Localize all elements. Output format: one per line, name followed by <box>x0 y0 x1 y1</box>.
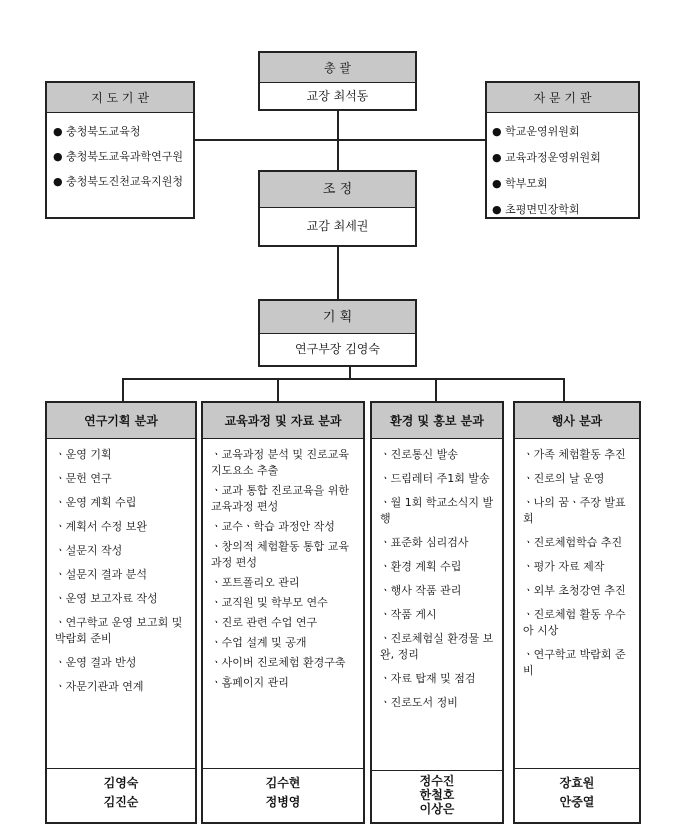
top-box <box>258 51 417 111</box>
division-title: 교육과정 및 자료 분과 <box>203 403 363 439</box>
right-box-list <box>487 113 638 223</box>
connector-horizontal-bus <box>122 378 565 380</box>
list-item: ㆍ드림레터 주1회 발송 <box>380 472 490 485</box>
list-item: ㆍ진로 관련 수업 연구 <box>211 616 318 629</box>
list-item: ㆍ운영 계획 수립 <box>55 496 137 509</box>
list-item: ● 학교운영위원회 <box>492 125 580 138</box>
connector-plan-down <box>349 365 351 379</box>
list-item: ㆍ수업 설계 및 공개 <box>211 636 307 649</box>
member-name: 김수현 <box>265 776 301 790</box>
list-item: ㆍ자문기관과 연계 <box>55 680 144 693</box>
list-item: ㆍ홈페이지 관리 <box>211 676 289 689</box>
list-item: ㆍ진로통신 발송 <box>380 448 458 461</box>
list-item: ㆍ교직원 및 학부모 연수 <box>211 596 328 609</box>
left-box-title: 지 도 기 관 <box>47 83 193 113</box>
division-members <box>372 770 502 822</box>
division-research <box>45 401 197 824</box>
connector-top-to-middle <box>337 110 339 172</box>
division-title: 환경 및 홍보 분과 <box>372 403 502 439</box>
left-box <box>45 81 195 219</box>
list-item: ㆍ외부 초청강연 추진 <box>523 584 626 597</box>
list-item: ㆍ평가 자료 제작 <box>523 560 605 573</box>
list-item: ● 학부모회 <box>492 177 548 190</box>
list-item: ㆍ자료 탑재 및 점검 <box>380 672 476 685</box>
list-item: ㆍ설문지 결과 분석 <box>55 568 148 581</box>
list-item: ㆍ설문지 작성 <box>55 544 123 557</box>
division-task-list <box>372 439 502 711</box>
division-title: 연구기획 분과 <box>47 403 195 439</box>
list-item: ㆍ환경 계획 수립 <box>380 560 462 573</box>
division-task-list <box>47 439 195 695</box>
list-item: ● 충청북도진천교육지원청 <box>53 175 183 188</box>
division-members <box>47 768 195 822</box>
plan-box <box>258 299 417 367</box>
list-item: ㆍ사이버 진로체험 환경구축 <box>211 656 346 669</box>
list-item: ㆍ진로도서 정비 <box>380 696 458 709</box>
list-item: ㆍ운영 기획 <box>55 448 112 461</box>
plan-box-person: 연구부장 김영숙 <box>295 342 380 356</box>
list-item: ● 충청북도교육과학연구원 <box>53 150 183 163</box>
list-item: ㆍ교과 통합 진로교육을 위한 교육과정 편성 <box>211 484 350 513</box>
member-name: 김진순 <box>103 795 139 809</box>
member-name: 장효원 <box>559 776 595 790</box>
list-item: ㆍ계획서 수정 보완 <box>55 520 148 533</box>
plan-box-title: 기 획 <box>260 301 415 334</box>
list-item: ㆍ문헌 연구 <box>55 472 112 485</box>
middle-box <box>258 170 417 247</box>
division-members <box>203 768 363 822</box>
division-members <box>515 768 639 822</box>
list-item: ㆍ진로체험 활동 우수아 시상 <box>523 608 626 637</box>
list-item: ㆍ운영 보고자료 작성 <box>55 592 158 605</box>
division-task-list <box>203 439 363 691</box>
list-item: ㆍ연구학교 운영 보고회 및 박람회 준비 <box>55 616 183 645</box>
list-item: ㆍ진로체험학습 추진 <box>523 536 623 549</box>
list-item: ● 초평면민장학회 <box>492 203 580 216</box>
list-item: ㆍ나의 꿈ㆍ주장 발표회 <box>523 496 626 525</box>
division-title: 행사 분과 <box>515 403 639 439</box>
list-item: ㆍ진로의 날 운영 <box>523 472 605 485</box>
list-item: ● 교육과정운영위원회 <box>492 151 601 164</box>
connector-col4 <box>563 378 565 402</box>
member-name: 안중열 <box>559 795 595 809</box>
list-item: ㆍ창의적 체험활동 통합 교육과정 편성 <box>211 540 350 569</box>
list-item: ㆍ교수ㆍ학습 과정안 작성 <box>211 520 335 533</box>
division-environment <box>370 401 504 824</box>
middle-box-person: 교감 최세권 <box>306 219 369 233</box>
member-name: 이상은 <box>419 802 455 816</box>
right-box-title: 자 문 기 관 <box>487 83 638 113</box>
connector-middle-to-plan <box>337 246 339 300</box>
connector-left-right <box>194 139 486 141</box>
list-item: ㆍ표준화 심리검사 <box>380 536 469 549</box>
list-item: ㆍ작품 게시 <box>380 608 437 621</box>
list-item: ㆍ월 1회 학교소식지 발행 <box>380 496 494 525</box>
list-item: ㆍ운영 결과 반성 <box>55 656 137 669</box>
division-curriculum <box>201 401 365 824</box>
list-item: ㆍ진로체험실 환경물 보완, 정리 <box>380 632 494 661</box>
connector-col3 <box>435 378 437 402</box>
member-name: 한철호 <box>419 788 455 802</box>
list-item: ㆍ연구학교 박람회 준비 <box>523 648 626 677</box>
list-item: ● 충청북도교육청 <box>53 125 141 138</box>
list-item: ㆍ가족 체험활동 추진 <box>523 448 626 461</box>
member-name: 정수진 <box>419 774 455 788</box>
member-name: 김영숙 <box>103 776 139 790</box>
member-name: 정병영 <box>265 795 301 809</box>
division-task-list <box>515 439 639 679</box>
division-events <box>513 401 641 824</box>
right-box <box>485 81 640 219</box>
list-item: ㆍ행사 작품 관리 <box>380 584 462 597</box>
list-item: ㆍ교육과정 분석 및 진로교육 지도요소 추출 <box>211 448 350 477</box>
list-item: ㆍ포트폴리오 관리 <box>211 576 300 589</box>
middle-box-title: 조 정 <box>260 172 415 208</box>
left-box-list <box>47 113 193 198</box>
top-box-title: 총 괄 <box>260 53 415 83</box>
connector-col1 <box>122 378 124 402</box>
connector-col2 <box>277 378 279 402</box>
top-box-person: 교장 최석동 <box>306 89 369 103</box>
